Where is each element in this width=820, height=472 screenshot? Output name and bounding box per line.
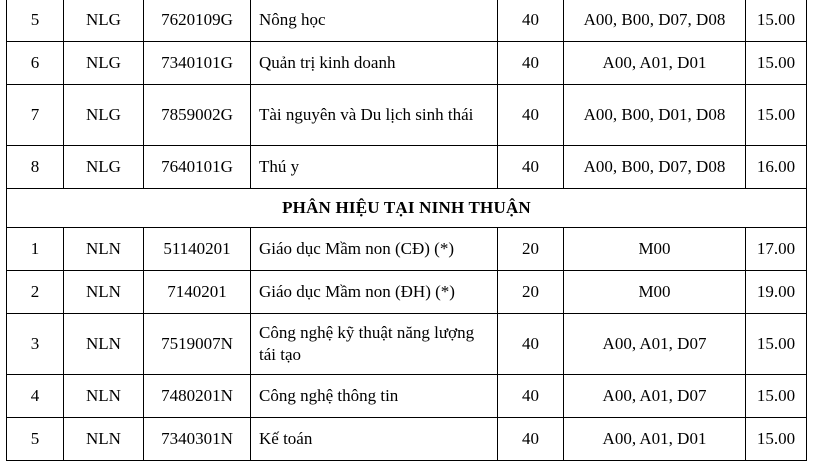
cell-major-name: Giáo dục Mầm non (CĐ) (*) — [251, 228, 498, 271]
cell-quota: 40 — [498, 0, 564, 42]
cell-stt: 4 — [7, 375, 64, 418]
cell-major-name: Giáo dục Mầm non (ĐH) (*) — [251, 271, 498, 314]
table-row — [7, 42, 807, 85]
cell-quota: 20 — [498, 271, 564, 314]
table-row — [7, 418, 807, 461]
table-row — [7, 375, 807, 418]
cell-school-code: NLN — [64, 375, 144, 418]
cell-score: 15.00 — [746, 314, 807, 375]
cell-school-code: NLG — [64, 0, 144, 42]
admission-table — [6, 0, 807, 461]
cell-score: 15.00 — [746, 85, 807, 146]
cell-subject-combos: M00 — [564, 228, 746, 271]
cell-stt: 3 — [7, 314, 64, 375]
cell-subject-combos: A00, A01, D01 — [564, 418, 746, 461]
cell-major-code: 51140201 — [144, 228, 251, 271]
cell-score: 15.00 — [746, 0, 807, 42]
cell-major-code: 7640101G — [144, 146, 251, 189]
cell-score: 16.00 — [746, 146, 807, 189]
cell-major-name: Quản trị kinh doanh — [251, 42, 498, 85]
cell-stt: 5 — [7, 0, 64, 42]
cell-subject-combos: A00, B00, D01, D08 — [564, 85, 746, 146]
cell-score: 15.00 — [746, 42, 807, 85]
cell-quota: 40 — [498, 418, 564, 461]
cell-major-name: Nông học — [251, 0, 498, 42]
section-title: PHÂN HIỆU TẠI NINH THUẬN — [7, 189, 807, 228]
cell-score: 17.00 — [746, 228, 807, 271]
cell-quota: 40 — [498, 314, 564, 375]
cell-quota: 40 — [498, 85, 564, 146]
cell-quota: 40 — [498, 375, 564, 418]
cell-stt: 2 — [7, 271, 64, 314]
cell-major-code: 7519007N — [144, 314, 251, 375]
cell-major-code: 7480201N — [144, 375, 251, 418]
cell-stt: 6 — [7, 42, 64, 85]
cell-school-code: NLG — [64, 42, 144, 85]
cell-school-code: NLN — [64, 271, 144, 314]
cell-subject-combos: A00, B00, D07, D08 — [564, 0, 746, 42]
cell-subject-combos: A00, B00, D07, D08 — [564, 146, 746, 189]
cell-school-code: NLG — [64, 146, 144, 189]
cell-score: 15.00 — [746, 418, 807, 461]
cell-stt: 1 — [7, 228, 64, 271]
table-row — [7, 85, 807, 146]
cell-stt: 5 — [7, 418, 64, 461]
cell-major-code: 7620109G — [144, 0, 251, 42]
cell-score: 15.00 — [746, 375, 807, 418]
cell-stt: 7 — [7, 85, 64, 146]
table-row — [7, 0, 807, 42]
cell-quota: 40 — [498, 42, 564, 85]
cell-major-name: Công nghệ kỹ thuật năng lượng tái tạo — [251, 314, 498, 375]
cell-major-name: Công nghệ thông tin — [251, 375, 498, 418]
cell-score: 19.00 — [746, 271, 807, 314]
cell-quota: 20 — [498, 228, 564, 271]
cell-school-code: NLN — [64, 418, 144, 461]
cell-major-name: Tài nguyên và Du lịch sinh thái — [251, 85, 498, 146]
cell-stt: 8 — [7, 146, 64, 189]
cell-major-code: 7340101G — [144, 42, 251, 85]
cell-major-code: 7859002G — [144, 85, 251, 146]
table-row — [7, 314, 807, 375]
cell-major-code: 7140201 — [144, 271, 251, 314]
cell-quota: 40 — [498, 146, 564, 189]
cell-school-code: NLG — [64, 85, 144, 146]
cell-subject-combos: A00, A01, D01 — [564, 42, 746, 85]
cell-subject-combos: A00, A01, D07 — [564, 375, 746, 418]
cell-school-code: NLN — [64, 314, 144, 375]
table-row — [7, 146, 807, 189]
table-row — [7, 271, 807, 314]
cell-subject-combos: A00, A01, D07 — [564, 314, 746, 375]
cell-major-name: Kế toán — [251, 418, 498, 461]
section-header-row — [7, 189, 807, 228]
cell-major-name: Thú y — [251, 146, 498, 189]
cell-major-code: 7340301N — [144, 418, 251, 461]
cell-school-code: NLN — [64, 228, 144, 271]
cell-subject-combos: M00 — [564, 271, 746, 314]
table-row — [7, 228, 807, 271]
